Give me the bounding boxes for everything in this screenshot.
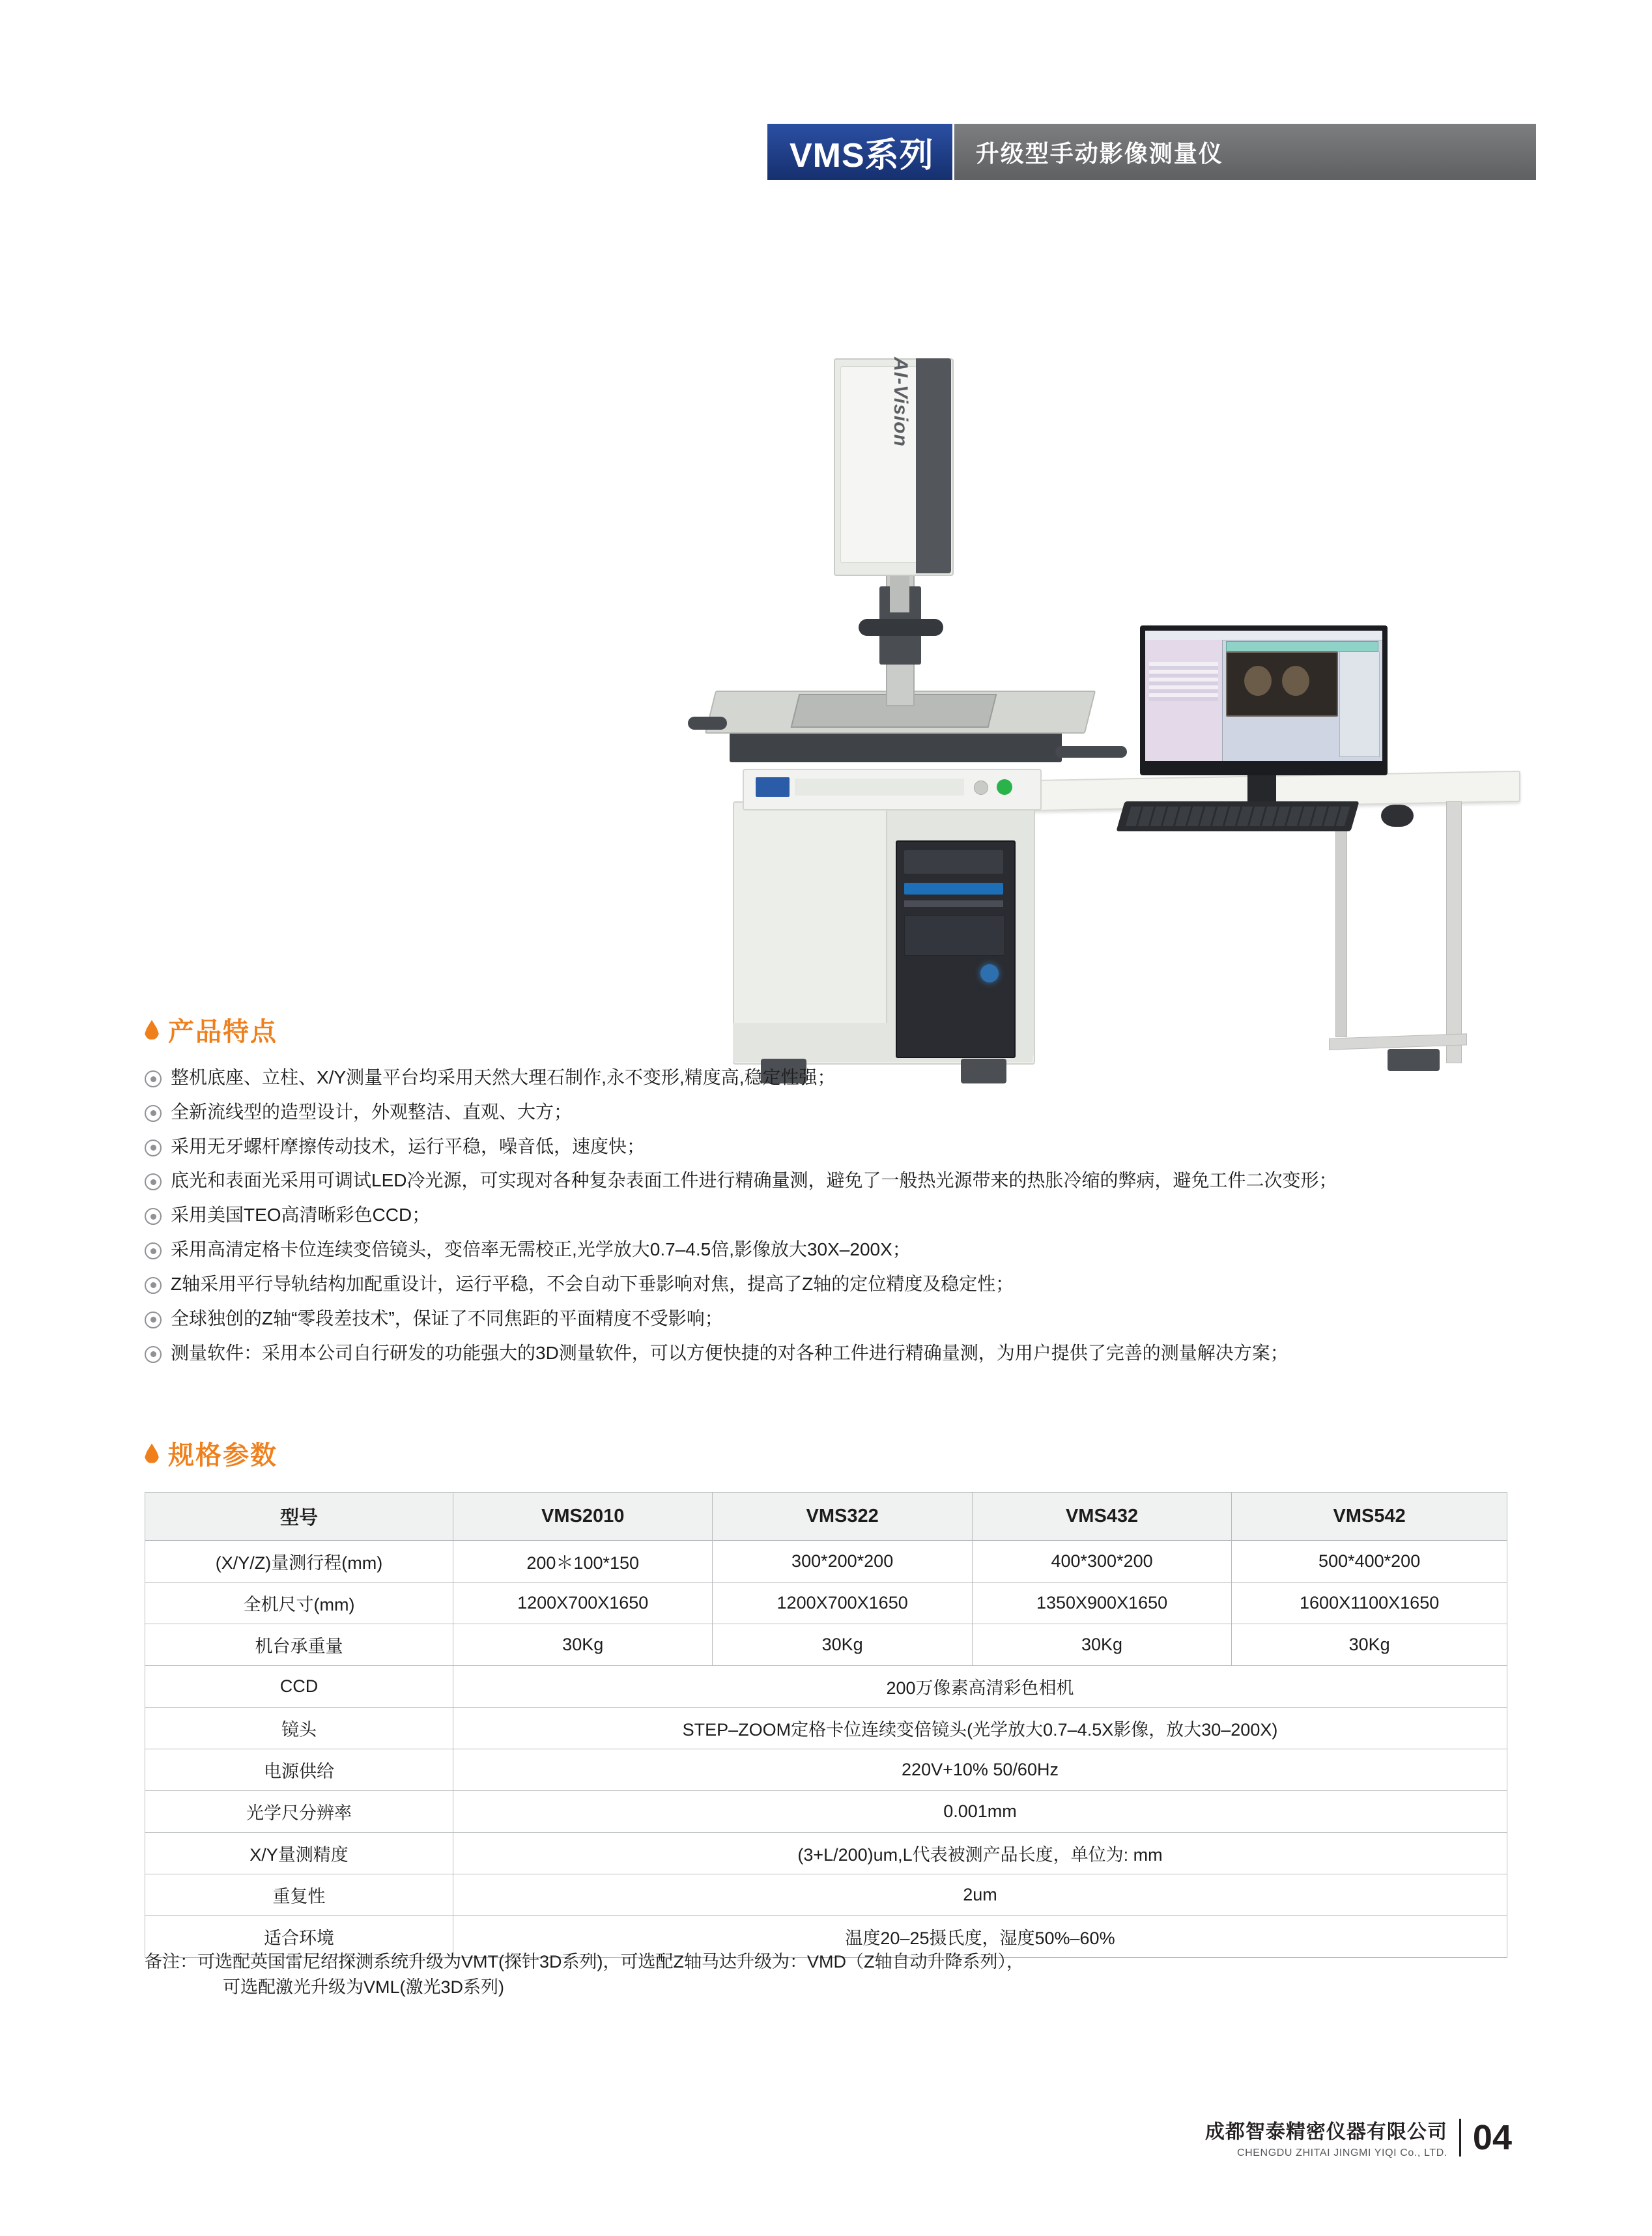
machine-power-indicator — [997, 779, 1012, 795]
header-subtitle: 升级型手动影像测量仪 — [954, 124, 1536, 180]
table-row — [145, 1791, 1507, 1833]
software-data-rows — [1149, 662, 1218, 701]
table-row — [145, 1666, 1507, 1708]
table-row — [145, 1708, 1507, 1749]
row-cell: 300*200*200 — [713, 1541, 972, 1583]
row-cell: 220V+10% 50/60Hz — [453, 1749, 1507, 1791]
table-header-row — [145, 1493, 1507, 1541]
footer-divider — [1459, 2119, 1461, 2157]
software-menu-bar — [1145, 631, 1382, 640]
stage-handwheel-left — [688, 717, 727, 730]
zoom-lens-barrel — [890, 573, 909, 612]
row-label: 镜头 — [145, 1708, 453, 1749]
row-cell: STEP–ZOOM定格卡位连续变倍镜头(光学放大0.7–4.5X影像，放大30–200X) — [453, 1708, 1507, 1749]
z-axis-knob — [859, 619, 943, 636]
note-line-1: 备注：可选配英国雷尼绍探测系统升级为VMT(探针3D系列)，可选配Z轴马达升级为：VMD（Z轴自动升降系列）， — [145, 1952, 1024, 1971]
row-label: 全机尺寸(mm) — [145, 1583, 453, 1624]
machine-brand-text: AI-Vision — [890, 357, 911, 447]
table-row — [145, 1624, 1507, 1666]
row-label: (X/Y/Z)量测行程(mm) — [145, 1541, 453, 1583]
list-item — [145, 1341, 1552, 1365]
list-item — [145, 1203, 1552, 1227]
feature-text: Z轴采用平行导轨结构加配重设计，运行平稳，不会自动下垂影响对焦，提高了Z轴的定位精度及稳定性； — [171, 1273, 1014, 1294]
row-cell: 400*300*200 — [972, 1541, 1231, 1583]
specs-table-wrapper — [145, 1492, 1507, 1958]
row-cell: 30Kg — [453, 1624, 713, 1666]
column-header: VMS432 — [972, 1493, 1231, 1541]
software-right-panel — [1339, 652, 1380, 757]
row-label: 适合环境 — [145, 1916, 453, 1958]
pc-power-button — [980, 964, 999, 982]
row-label: X/Y量测精度 — [145, 1833, 453, 1874]
column-header: VMS542 — [1232, 1493, 1507, 1541]
row-cell: 30Kg — [972, 1624, 1231, 1666]
bullet-icon — [145, 1312, 162, 1328]
column-header: VMS2010 — [453, 1493, 713, 1541]
specs-table — [145, 1492, 1507, 1958]
bullet-icon — [145, 1173, 162, 1190]
feature-text: 测量软件：采用本公司自行研发的功能强大的3D测量软件，可以方便快捷的对各种工件进行精确量测，为用户提供了完善的测量解决方案； — [171, 1342, 1289, 1363]
desk-leg-outer — [1446, 801, 1462, 1063]
table-row — [145, 1541, 1507, 1583]
row-cell: 200＊100*150 — [453, 1541, 713, 1583]
list-item — [145, 1238, 1552, 1261]
row-label: 重复性 — [145, 1874, 453, 1916]
row-cell: 1600X1100X1650 — [1232, 1583, 1507, 1624]
table-row — [145, 1583, 1507, 1624]
column-header: VMS322 — [713, 1493, 972, 1541]
bullet-icon — [145, 1346, 162, 1363]
row-cell: 200万像素高清彩色相机 — [453, 1666, 1507, 1708]
bullet-icon — [145, 1208, 162, 1225]
row-cell: 2um — [453, 1874, 1507, 1916]
droplet-icon — [145, 1444, 159, 1463]
list-item — [145, 1100, 1552, 1124]
workpiece-bore-2 — [1282, 666, 1309, 696]
list-item — [145, 1169, 1552, 1192]
header-series-title: VMS系列 — [767, 124, 954, 180]
row-label: 光学尺分辨率 — [145, 1791, 453, 1833]
mouse — [1381, 805, 1414, 827]
company-name-cn: 成都智泰精密仪器有限公司 — [1204, 2121, 1447, 2143]
workpiece-bore-1 — [1244, 666, 1272, 696]
page-footer — [1205, 2115, 1512, 2159]
feature-text: 底光和表面光采用可调试LED冷光源，可实现对各种复杂表面工件进行精确量测，避免了一般热光源带来的热胀冷缩的弊病，避免工件二次变形； — [171, 1170, 1337, 1191]
table-row — [145, 1749, 1507, 1791]
row-cell: 1350X900X1650 — [972, 1583, 1231, 1624]
feature-text: 采用无牙螺杆摩擦传动技术，运行平稳，噪音低，速度快； — [171, 1136, 646, 1156]
row-cell: 30Kg — [713, 1624, 972, 1666]
specs-section-heading — [145, 1435, 278, 1472]
specs-note — [145, 1949, 1513, 2000]
machine-base-label — [795, 779, 964, 796]
bullet-icon — [145, 1140, 162, 1156]
machine-knob — [974, 781, 988, 795]
product-photo — [339, 195, 1329, 977]
bullet-icon — [145, 1105, 162, 1122]
bullet-icon — [145, 1277, 162, 1294]
list-item — [145, 1066, 1552, 1089]
optical-head-side — [916, 358, 951, 573]
bullet-icon — [145, 1070, 162, 1087]
stage-handwheel-right — [1055, 746, 1127, 758]
machine-base-logo — [756, 777, 790, 797]
specs-title: 规格参数 — [168, 1441, 278, 1470]
list-item — [145, 1307, 1552, 1330]
feature-text: 全球独创的Z轴“零段差技术”，保证了不同焦距的平面精度不受影响； — [171, 1308, 723, 1328]
feature-text: 全新流线型的造型设计，外观整洁、直观、大方； — [171, 1101, 573, 1122]
list-item — [145, 1135, 1552, 1158]
list-item — [145, 1272, 1552, 1296]
row-cell: 1200X700X1650 — [713, 1583, 972, 1624]
row-cell: 温度20–25摄氏度，湿度50%–60% — [453, 1916, 1507, 1958]
row-cell: 0.001mm — [453, 1791, 1507, 1833]
page-number: 04 — [1472, 2117, 1512, 2157]
feature-text: 整机底座、立柱、X/Y测量平台均采用天然大理石制作,永不变形,精度高,稳定性强； — [171, 1067, 836, 1087]
features-section-heading — [145, 1011, 278, 1048]
pc-accent-strip — [904, 883, 1003, 895]
row-cell: 500*400*200 — [1232, 1541, 1507, 1583]
bullet-icon — [145, 1242, 162, 1259]
pc-drive-panel — [904, 850, 1003, 874]
desk-leg-inner — [1335, 801, 1347, 1037]
note-line-2: 可选配激光升级为VML(激光3D系列) — [223, 1977, 505, 1998]
features-list — [145, 1066, 1552, 1375]
droplet-icon — [145, 1020, 159, 1040]
pc-front-bay — [904, 915, 1004, 956]
column-header: 型号 — [145, 1493, 453, 1541]
table-row — [145, 1833, 1507, 1874]
features-title: 产品特点 — [168, 1018, 278, 1046]
row-label: CCD — [145, 1666, 453, 1708]
row-cell: 30Kg — [1232, 1624, 1507, 1666]
pc-vent-strip — [904, 900, 1003, 907]
software-toolbar — [1226, 641, 1378, 652]
footer-company — [1205, 2115, 1447, 2159]
row-label: 机台承重量 — [145, 1624, 453, 1666]
keyboard-keys — [1126, 807, 1350, 826]
table-row — [145, 1874, 1507, 1916]
feature-text: 采用美国TEO高清晰彩色CCD； — [171, 1205, 431, 1226]
row-label: 电源供给 — [145, 1749, 453, 1791]
company-name-en: CHENGDU ZHITAI JINGMI YIQI Co., LTD. — [1236, 2147, 1447, 2158]
row-cell: 1200X700X1650 — [453, 1583, 713, 1624]
feature-text: 采用高清定格卡位连续变倍镜头，变倍率无需校正,光学放大0.7–4.5倍,影像放大30X–200X； — [171, 1239, 911, 1260]
page-header-banner — [767, 124, 1536, 180]
row-cell: (3+L/200)um,L代表被测产品长度，单位为: mm — [453, 1833, 1507, 1874]
